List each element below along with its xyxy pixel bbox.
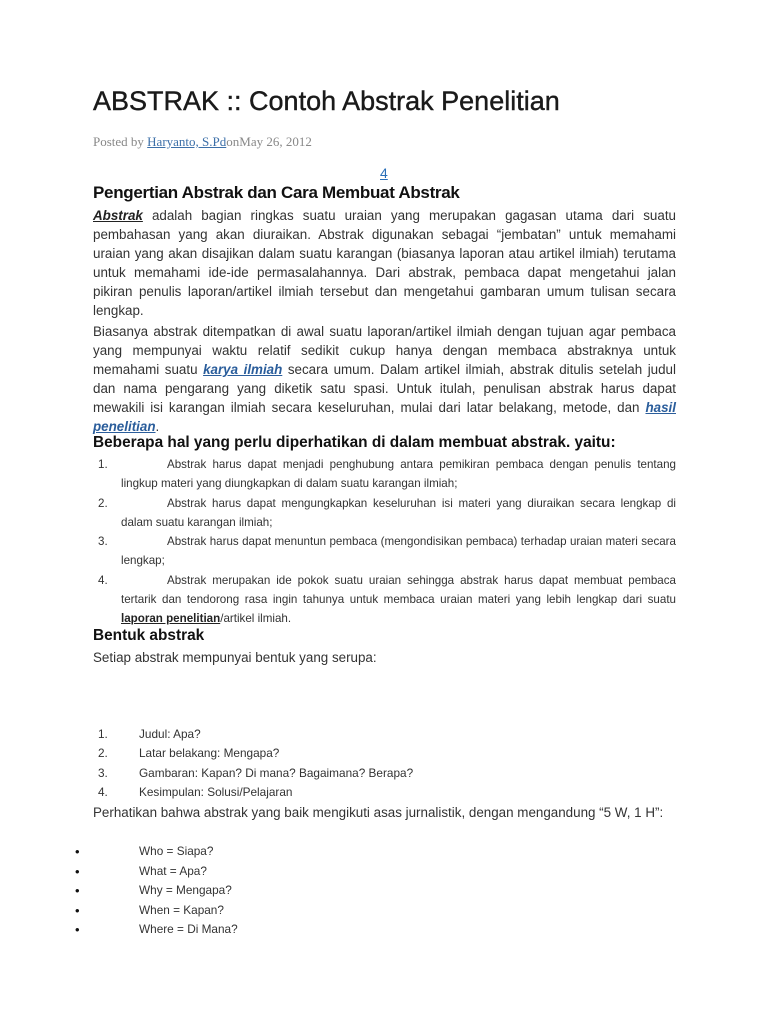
list-number: 3.: [98, 535, 108, 549]
list-item: [75, 920, 238, 940]
list-item-text: Where = Di Mana?: [139, 922, 238, 936]
karya-ilmiah-link[interactable]: karya ilmiah: [203, 362, 283, 377]
list-item: [93, 744, 413, 763]
forms-lead: Setiap abstrak mempunyai bentuk yang serupa:: [93, 650, 377, 665]
author-link[interactable]: Haryanto, S.Pd: [147, 134, 227, 149]
list-item-text: When = Kapan?: [139, 902, 224, 917]
list-item: [75, 862, 238, 882]
list-item: [93, 532, 676, 571]
list-item-text: Abstrak merupakan ide pokok suatu uraian sehingga abstrak harus dapat membuat pembaca tertarik dan tendorong rasa ingin tahunya untuk membaca uraian materi yang lebih lengkap dari suatu: [121, 573, 676, 607]
list-item-text: Kesimpulan: Solusi/Pelajaran: [139, 785, 293, 800]
list-item-text: Who = Siapa?: [139, 844, 214, 858]
list-number: 2.: [98, 496, 108, 510]
bullet-icon: •: [75, 863, 80, 879]
list-item: [75, 881, 238, 901]
wh-list: [75, 842, 238, 940]
list-number: 4.: [98, 573, 108, 587]
paragraph-definition: [93, 206, 676, 320]
list-item: [93, 725, 413, 744]
hasil-penelitian-link[interactable]: hasil penelitian: [93, 400, 676, 434]
forms-list: [93, 725, 413, 803]
laporan-penelitian-link[interactable]: laporan penelitian: [121, 612, 221, 626]
list-item: [93, 783, 413, 802]
list-number: 2.: [98, 746, 108, 761]
list-item: [93, 764, 413, 783]
on-label: on: [226, 134, 240, 149]
list-item: [93, 494, 676, 533]
paragraph-placement: [93, 322, 676, 436]
list-item-text: Abstrak harus dapat mengungkapkan keseluruhan isi materi yang diuraikan secara lengkap di dalam suatu karangan ilmiah;: [121, 496, 676, 529]
wh-lead: Perhatikan bahwa abstrak yang baik mengikuti asas jurnalistik, dengan mengandung “5 W, 1 H”:: [93, 805, 664, 820]
list-item-text: Abstrak harus dapat menuntun pembaca (mengondisikan pembaca) terhadap uraian materi secara lengkap;: [121, 535, 676, 568]
list-item: [93, 455, 676, 494]
paragraph-definition-text: adalah bagian ringkas suatu uraian yang merupakan gagasan utama dari suatu pembahasan yang akan diuraikan. Abstrak digunakan sebagai “jembatan” untuk memahami uraian yang akan disajikan dalam suatu karangan (biasanya laporan atau artikel ilmiah) terutama untuk memahami ide-ide permasalahannya. Dari abstrak, pembaca dapat mengetahui jalan pikiran penulis laporan/artikel ilmiah tersebut dan mengetahui gambaran umum tulisan secara lengkap.: [93, 208, 676, 318]
posted-by-label: Posted by: [93, 134, 144, 149]
list-item: [75, 842, 238, 862]
abstrak-term: Abstrak: [93, 208, 143, 223]
bullet-icon: •: [75, 922, 80, 937]
list-number: 1.: [98, 458, 108, 471]
bullet-icon: •: [75, 844, 80, 859]
paragraph-placement-text-a: Biasanya abstrak ditempatkan di awal suatu laporan/artikel ilmiah dengan tujuan agar pembaca yang mempunyai waktu relatif sedikit cukup hanya dengan membaca abstraknya untuk memahami suatu: [93, 324, 676, 377]
rules-heading: Beberapa hal yang perlu diperhatikan di dalam membuat abstrak. yaitu:: [93, 434, 616, 451]
forms-heading: Bentuk abstrak: [93, 627, 205, 644]
paragraph-placement-text-b: secara umum. Dalam artikel ilmiah, abstrak ditulis setelah judul dan nama pengarang yang diketik satu spasi. Untuk itulah, penulisan abstrak harus dapat mewakili isi karangan ilmiah secara keseluruhan, mulai dari latar belakang, metode, dan: [93, 362, 676, 415]
list-item-text: Judul: Apa?: [139, 727, 201, 741]
list-item: [75, 901, 238, 921]
list-item: [93, 571, 676, 629]
list-item-text: Gambaran: Kapan? Di mana? Bagaimana? Berapa?: [139, 765, 414, 780]
post-meta: [93, 134, 312, 150]
rules-list: [93, 455, 676, 629]
bullet-icon: •: [75, 883, 80, 898]
post-date: May 26, 2012: [239, 134, 312, 149]
list-number: 3.: [98, 765, 108, 780]
list-number: 4.: [98, 785, 108, 800]
comment-count-link[interactable]: 4: [380, 165, 388, 181]
bullet-icon: •: [75, 902, 80, 918]
list-item-text: Why = Mengapa?: [139, 883, 232, 897]
list-item-text: Abstrak harus dapat menjadi penghubung antara pemikiran pembaca dengan penulis tentang lingkup materi yang diungkapkan di dalam suatu karangan ilmiah;: [121, 458, 676, 491]
list-item-text: What = Apa?: [139, 863, 207, 878]
list-item-text: Latar belakang: Mengapa?: [139, 746, 280, 761]
page-title: ABSTRAK :: Contoh Abstrak Penelitian: [93, 86, 560, 116]
list-item-tail: /artikel ilmiah.: [220, 612, 292, 626]
paragraph-placement-text-c: .: [155, 419, 160, 434]
list-number: 1.: [98, 727, 108, 741]
section-heading: Pengertian Abstrak dan Cara Membuat Abstrak: [93, 183, 460, 202]
